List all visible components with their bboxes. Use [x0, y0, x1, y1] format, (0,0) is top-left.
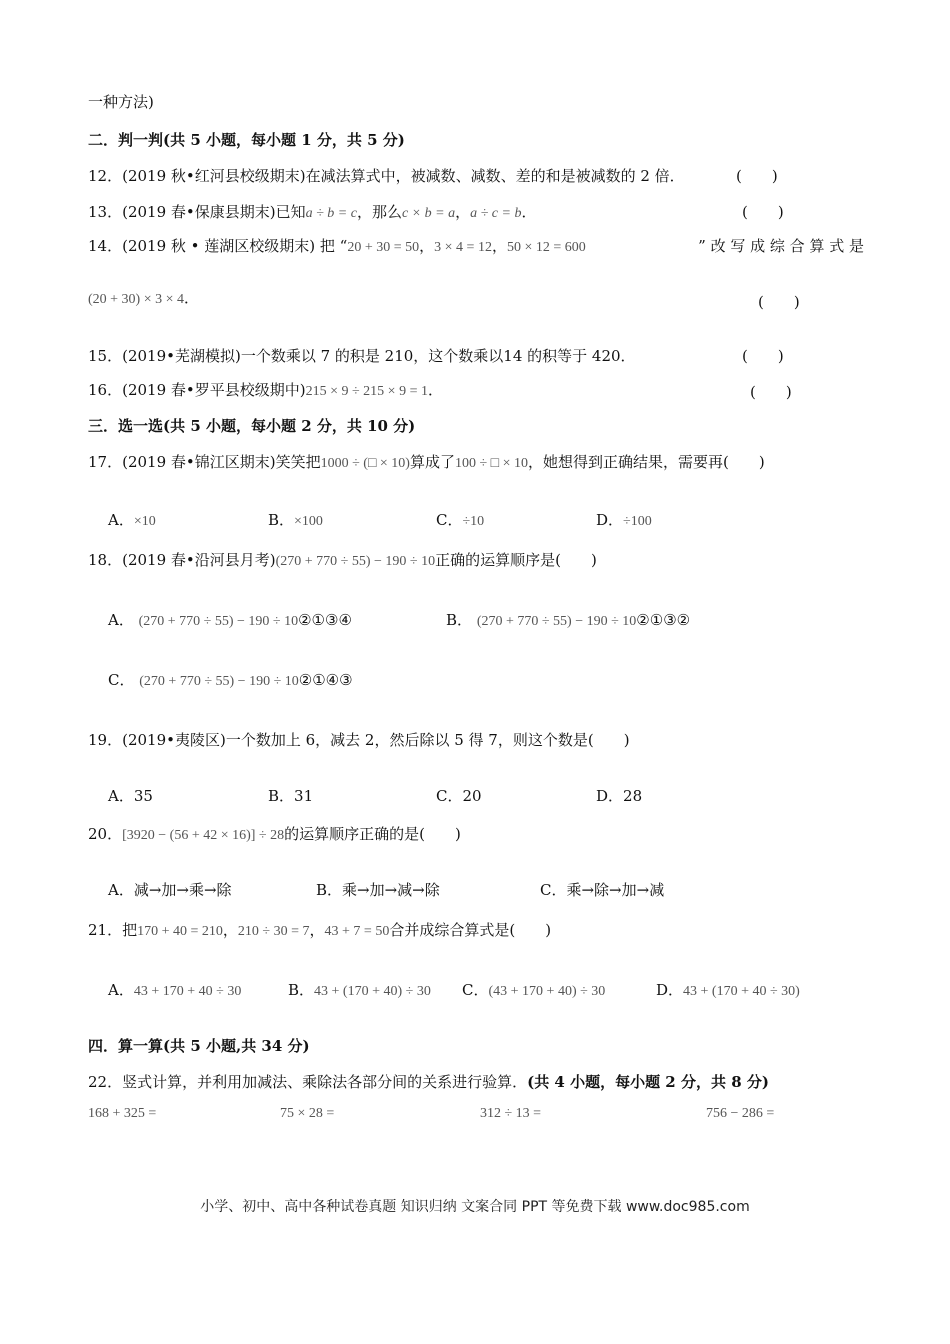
answer-bracket: ( ): [587, 731, 630, 749]
question-number: 22．: [88, 1073, 123, 1091]
question-text: 算成了: [409, 453, 455, 471]
formula: 50 × 12 = 600: [506, 240, 586, 255]
option-a[interactable]: A． (270 + 770 ÷ 55) − 190 ÷ 10②①③④: [108, 611, 352, 629]
option-b[interactable]: B．×100: [268, 511, 323, 529]
question-source: (2019 春•保康县期末)已知: [122, 203, 306, 221]
question-source: (2019 春•沿河县月考): [122, 551, 276, 569]
question-number: 15．: [88, 347, 123, 365]
continued-text: 一种方法): [88, 93, 154, 111]
option-d[interactable]: D．43 + (170 + 40 ÷ 30): [656, 981, 800, 999]
option-c[interactable]: C．乘→除→加→减: [540, 881, 665, 899]
option-a[interactable]: A．35: [108, 787, 153, 805]
formula: (20 + 30) × 3 × 4: [88, 292, 185, 307]
question-text: 合并成综合算式是: [389, 921, 510, 939]
question-number: 21．: [88, 921, 123, 939]
answer-bracket: ( ): [750, 383, 792, 401]
separator: ，: [419, 237, 435, 255]
option-d[interactable]: D．28: [596, 787, 643, 805]
question-number: 20．: [88, 825, 123, 843]
question-20: [88, 824, 461, 846]
question-text: 正确的运算顺序是: [435, 551, 556, 569]
question-21: [88, 920, 551, 942]
separator: ，: [309, 921, 325, 939]
formula: 43 + 7 = 50: [324, 924, 390, 939]
formula: 210 ÷ 30 = 7: [237, 924, 310, 939]
answer-bracket: ( ): [509, 921, 552, 939]
option-a[interactable]: A．43 + 170 + 40 ÷ 30: [108, 981, 242, 999]
question-text: ” 改 写 成 综 合 算 式 是: [698, 237, 864, 255]
question-number: 12．: [88, 167, 123, 185]
question-source: (2019 春•锦江区期末)笑笑把: [122, 453, 321, 471]
question-14: [88, 236, 864, 258]
question-text: 把: [122, 921, 138, 939]
section-4-title: 四．算一算(共 5 小题,共 34 分): [88, 1037, 310, 1055]
formula: [3920 − (56 + 42 × 16)] ÷ 28: [122, 828, 285, 843]
question-17: [88, 452, 765, 474]
formula: 100 ÷ □ × 10: [454, 456, 529, 471]
question-number: 14．: [88, 237, 123, 255]
formula: 20 + 30 = 50: [347, 240, 420, 255]
formula: (270 + 770 ÷ 55) − 190 ÷ 10: [275, 554, 436, 569]
option-a[interactable]: A．×10: [108, 511, 156, 529]
option-c[interactable]: C．(43 + 170 + 40) ÷ 30: [462, 981, 606, 999]
question-13: [88, 202, 536, 224]
question-source: (2019 秋 • 莲湖区校级期末) 把 “: [122, 237, 348, 255]
question-text: (2019•芜湖模拟)一个数乘以 7 的积是 210，这个数乘以14 的积等于 420．: [122, 347, 636, 365]
question-number: 17．: [88, 453, 123, 471]
calc-item: 312 ÷ 13 =: [480, 1106, 542, 1121]
calc-item: 168 + 325 =: [88, 1106, 157, 1121]
option-b[interactable]: B． (270 + 770 ÷ 55) − 190 ÷ 10②①③②: [446, 611, 691, 629]
answer-bracket: ( ): [736, 167, 778, 185]
answer-bracket: ( ): [742, 203, 784, 221]
question-text: 的运算顺序正确的是: [284, 825, 420, 843]
answer-bracket: ( ): [419, 825, 461, 843]
formula: 1000 ÷ (□ × 10): [320, 456, 410, 471]
option-a[interactable]: A．减→加→乘→除: [108, 881, 232, 899]
formula: a ÷ c = b: [470, 206, 522, 221]
separator: ，: [491, 237, 507, 255]
formula: 3 × 4 = 12: [434, 240, 492, 255]
section-2-title: 二．判一判(共 5 小题，每小题 1 分，共 5 分): [88, 131, 405, 149]
question-text: 竖式计算，并利用加减法、乘除法各部分间的关系进行验算．: [122, 1073, 528, 1091]
question-15: [88, 346, 636, 366]
option-b[interactable]: B．31: [268, 787, 314, 805]
score-note: (共 4 小题，每小题 2 分，共 8 分): [527, 1073, 769, 1091]
question-number: 18．: [88, 551, 123, 569]
option-c[interactable]: C．20: [436, 787, 482, 805]
page-footer: 小学、初中、高中各种试卷真题 知识归纳 文案合同 PPT 等免费下载 www.doc985.com: [200, 1199, 750, 1215]
question-14-continued: [88, 288, 199, 310]
answer-bracket: ( ): [723, 453, 765, 471]
question-16: [88, 380, 443, 402]
formula: c × b = a: [401, 206, 456, 221]
option-b[interactable]: B．乘→加→减→除: [316, 881, 440, 899]
question-22: [88, 1072, 769, 1092]
question-text: (2019•夷陵区)一个数加上 6，减去 2，然后除以 5 得 7，则这个数是: [122, 731, 588, 749]
question-number: 19．: [88, 731, 123, 749]
separator: ，: [222, 921, 238, 939]
question-19: [88, 730, 630, 750]
answer-bracket: ( ): [758, 293, 800, 311]
separator: ，: [455, 203, 471, 221]
question-number: 13．: [88, 203, 123, 221]
period: ．: [427, 381, 443, 399]
answer-bracket: ( ): [555, 551, 597, 569]
answer-bracket: ( ): [742, 347, 784, 365]
section-3-title: 三．选一选(共 5 小题，每小题 2 分，共 10 分): [88, 417, 416, 435]
option-d[interactable]: D．÷100: [596, 511, 652, 529]
question-number: 16．: [88, 381, 123, 399]
question-text: ，她想得到正确结果，需要再: [528, 453, 724, 471]
question-text: ，那么: [356, 203, 402, 221]
question-12: [88, 166, 685, 186]
option-c[interactable]: C． (270 + 770 ÷ 55) − 190 ÷ 10②①④③: [108, 671, 353, 689]
calc-item: 756 − 286 =: [706, 1106, 775, 1121]
period: ．: [184, 289, 200, 307]
question-text: (2019 秋•红河县校级期末)在减法算式中，被减数、减数、差的和是被减数的 2 倍．: [122, 167, 685, 185]
formula: a ÷ b = c: [305, 206, 357, 221]
option-c[interactable]: C．÷10: [436, 511, 485, 529]
calc-item: 75 × 28 =: [280, 1106, 335, 1121]
option-b[interactable]: B．43 + (170 + 40) ÷ 30: [288, 981, 431, 999]
formula: 215 × 9 ÷ 215 × 9 = 1: [305, 384, 428, 399]
question-18: [88, 550, 597, 572]
question-source: (2019 春•罗平县校级期中): [122, 381, 306, 399]
formula: 170 + 40 = 210: [137, 924, 223, 939]
period: ．: [521, 203, 537, 221]
